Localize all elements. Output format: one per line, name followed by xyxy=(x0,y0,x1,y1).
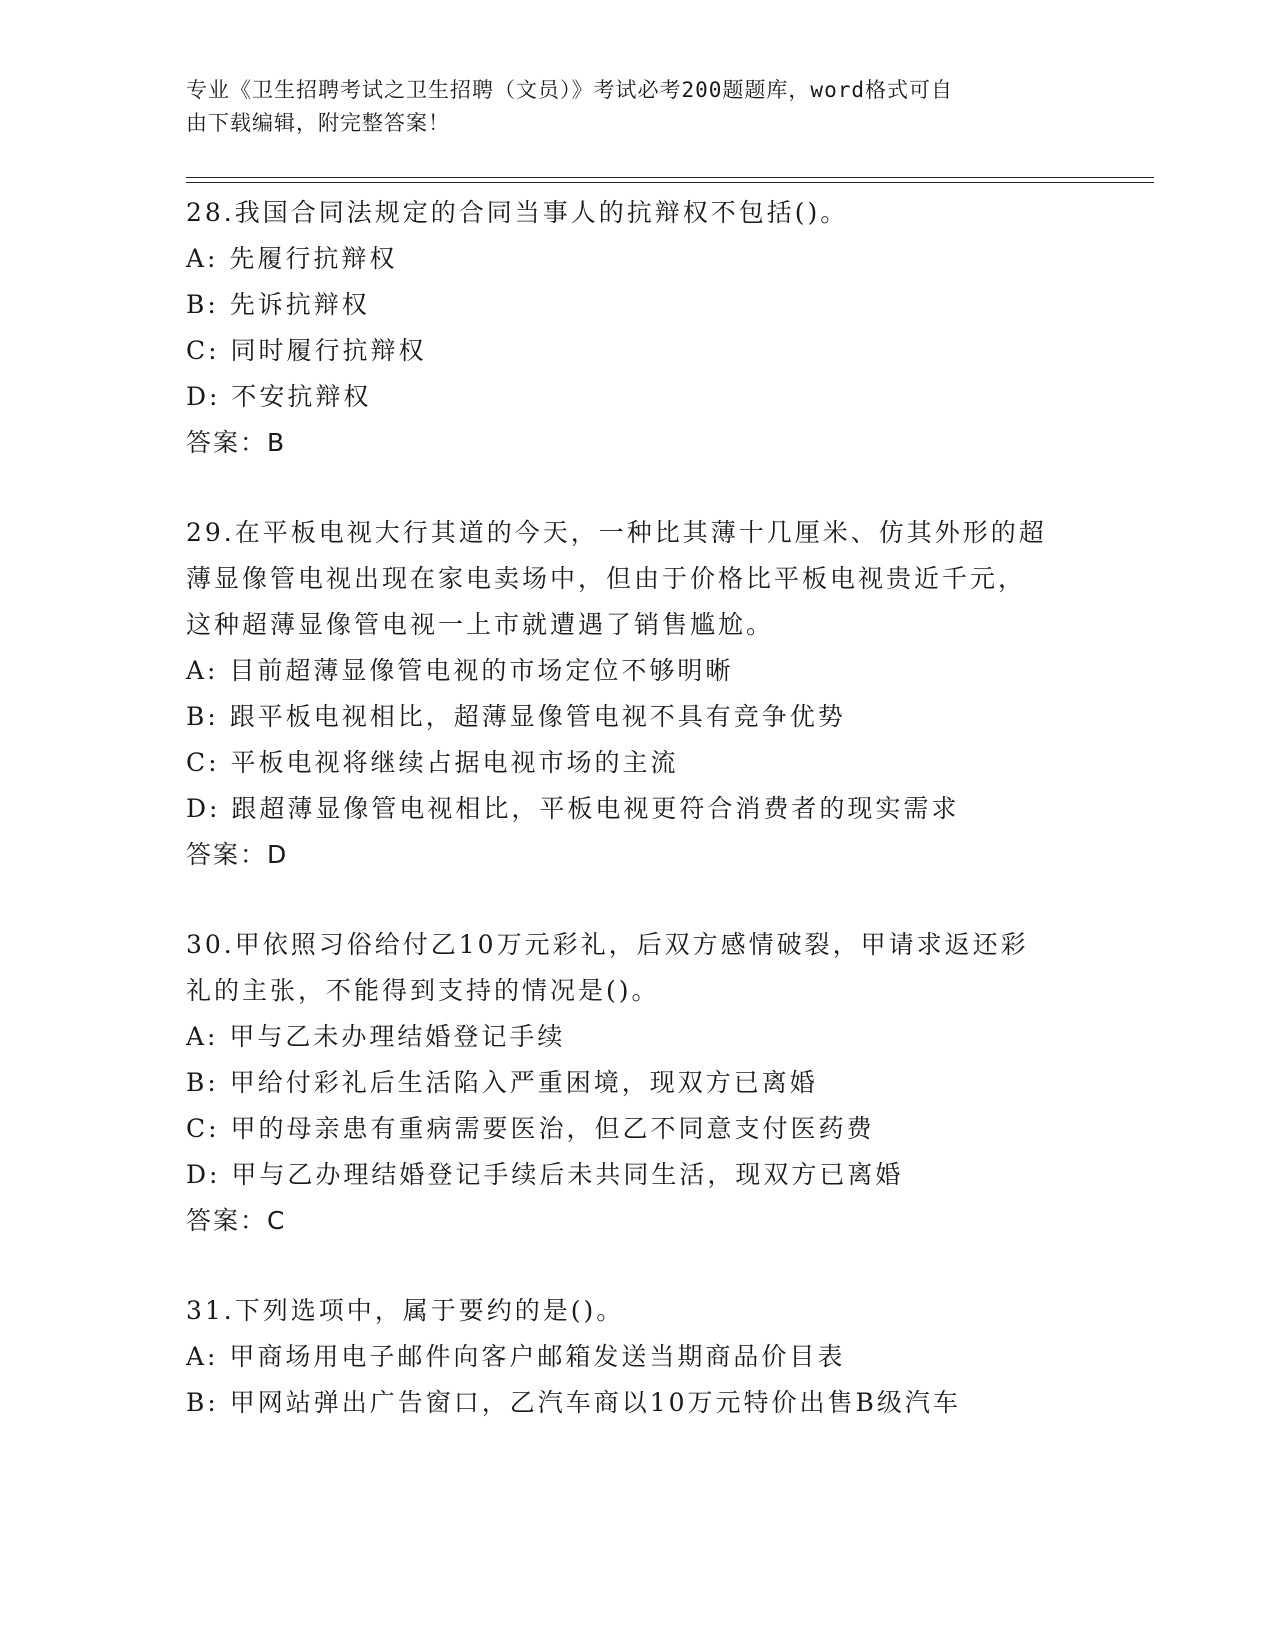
question-item xyxy=(186,190,1086,466)
header-line-2: 由下载编辑，附完整答案！ xyxy=(186,111,450,135)
question-stem: 30.甲依照习俗给付乙10万元彩礼，后双方感情破裂，甲请求返还彩 xyxy=(186,930,1029,959)
option-d: D: 不安抗辩权 xyxy=(186,382,372,411)
question-stem: 这种超薄显像管电视一上市就遭遇了销售尴尬。 xyxy=(186,610,775,639)
answer-line: 答案：B xyxy=(186,428,287,457)
option-a: A: 甲与乙未办理结婚登记手续 xyxy=(186,1022,566,1051)
option-d: D: 甲与乙办理结婚登记手续后未共同生活，现双方已离婚 xyxy=(186,1160,904,1189)
header-line-1: 专业《卫生招聘考试之卫生招聘（文员）》考试必考200题题库，word格式可自 xyxy=(186,78,953,102)
option-c: C: 甲的母亲患有重病需要医治，但乙不同意支付医药费 xyxy=(186,1114,875,1143)
option-b: B: 甲给付彩礼后生活陷入严重困境，现双方已离婚 xyxy=(186,1068,818,1097)
option-b: B: 甲网站弹出广告窗口，乙汽车商以10万元特价出售B级汽车 xyxy=(186,1388,961,1417)
question-stem: 29.在平板电视大行其道的今天，一种比其薄十几厘米、仿其外形的超 xyxy=(186,518,1047,547)
header-divider-bottom xyxy=(186,182,1154,183)
option-a: A: 先履行抗辩权 xyxy=(186,244,398,273)
option-a: A: 甲商场用电子邮件向客户邮箱发送当期商品价目表 xyxy=(186,1342,846,1371)
option-b: B: 先诉抗辩权 xyxy=(186,290,370,319)
question-stem: 28.我国合同法规定的合同当事人的抗辩权不包括()。 xyxy=(186,198,849,227)
option-a: A: 目前超薄显像管电视的市场定位不够明晰 xyxy=(186,656,734,685)
option-c: C: 平板电视将继续占据电视市场的主流 xyxy=(186,748,679,777)
question-list xyxy=(186,190,1086,1470)
question-stem: 礼的主张，不能得到支持的情况是()。 xyxy=(186,976,660,1005)
option-b: B: 跟平板电视相比，超薄显像管电视不具有竞争优势 xyxy=(186,702,846,731)
document-header xyxy=(186,74,1066,140)
question-item xyxy=(186,922,1086,1244)
option-d: D: 跟超薄显像管电视相比，平板电视更符合消费者的现实需求 xyxy=(186,794,960,823)
header-divider-top xyxy=(186,177,1154,178)
question-stem: 31.下列选项中，属于要约的是()。 xyxy=(186,1296,625,1325)
option-c: C: 同时履行抗辩权 xyxy=(186,336,427,365)
question-stem: 薄显像管电视出现在家电卖场中，但由于价格比平板电视贵近千元， xyxy=(186,564,1027,593)
answer-line: 答案：D xyxy=(186,840,289,869)
question-item xyxy=(186,510,1086,878)
question-item xyxy=(186,1288,1086,1426)
answer-line: 答案：C xyxy=(186,1206,287,1235)
